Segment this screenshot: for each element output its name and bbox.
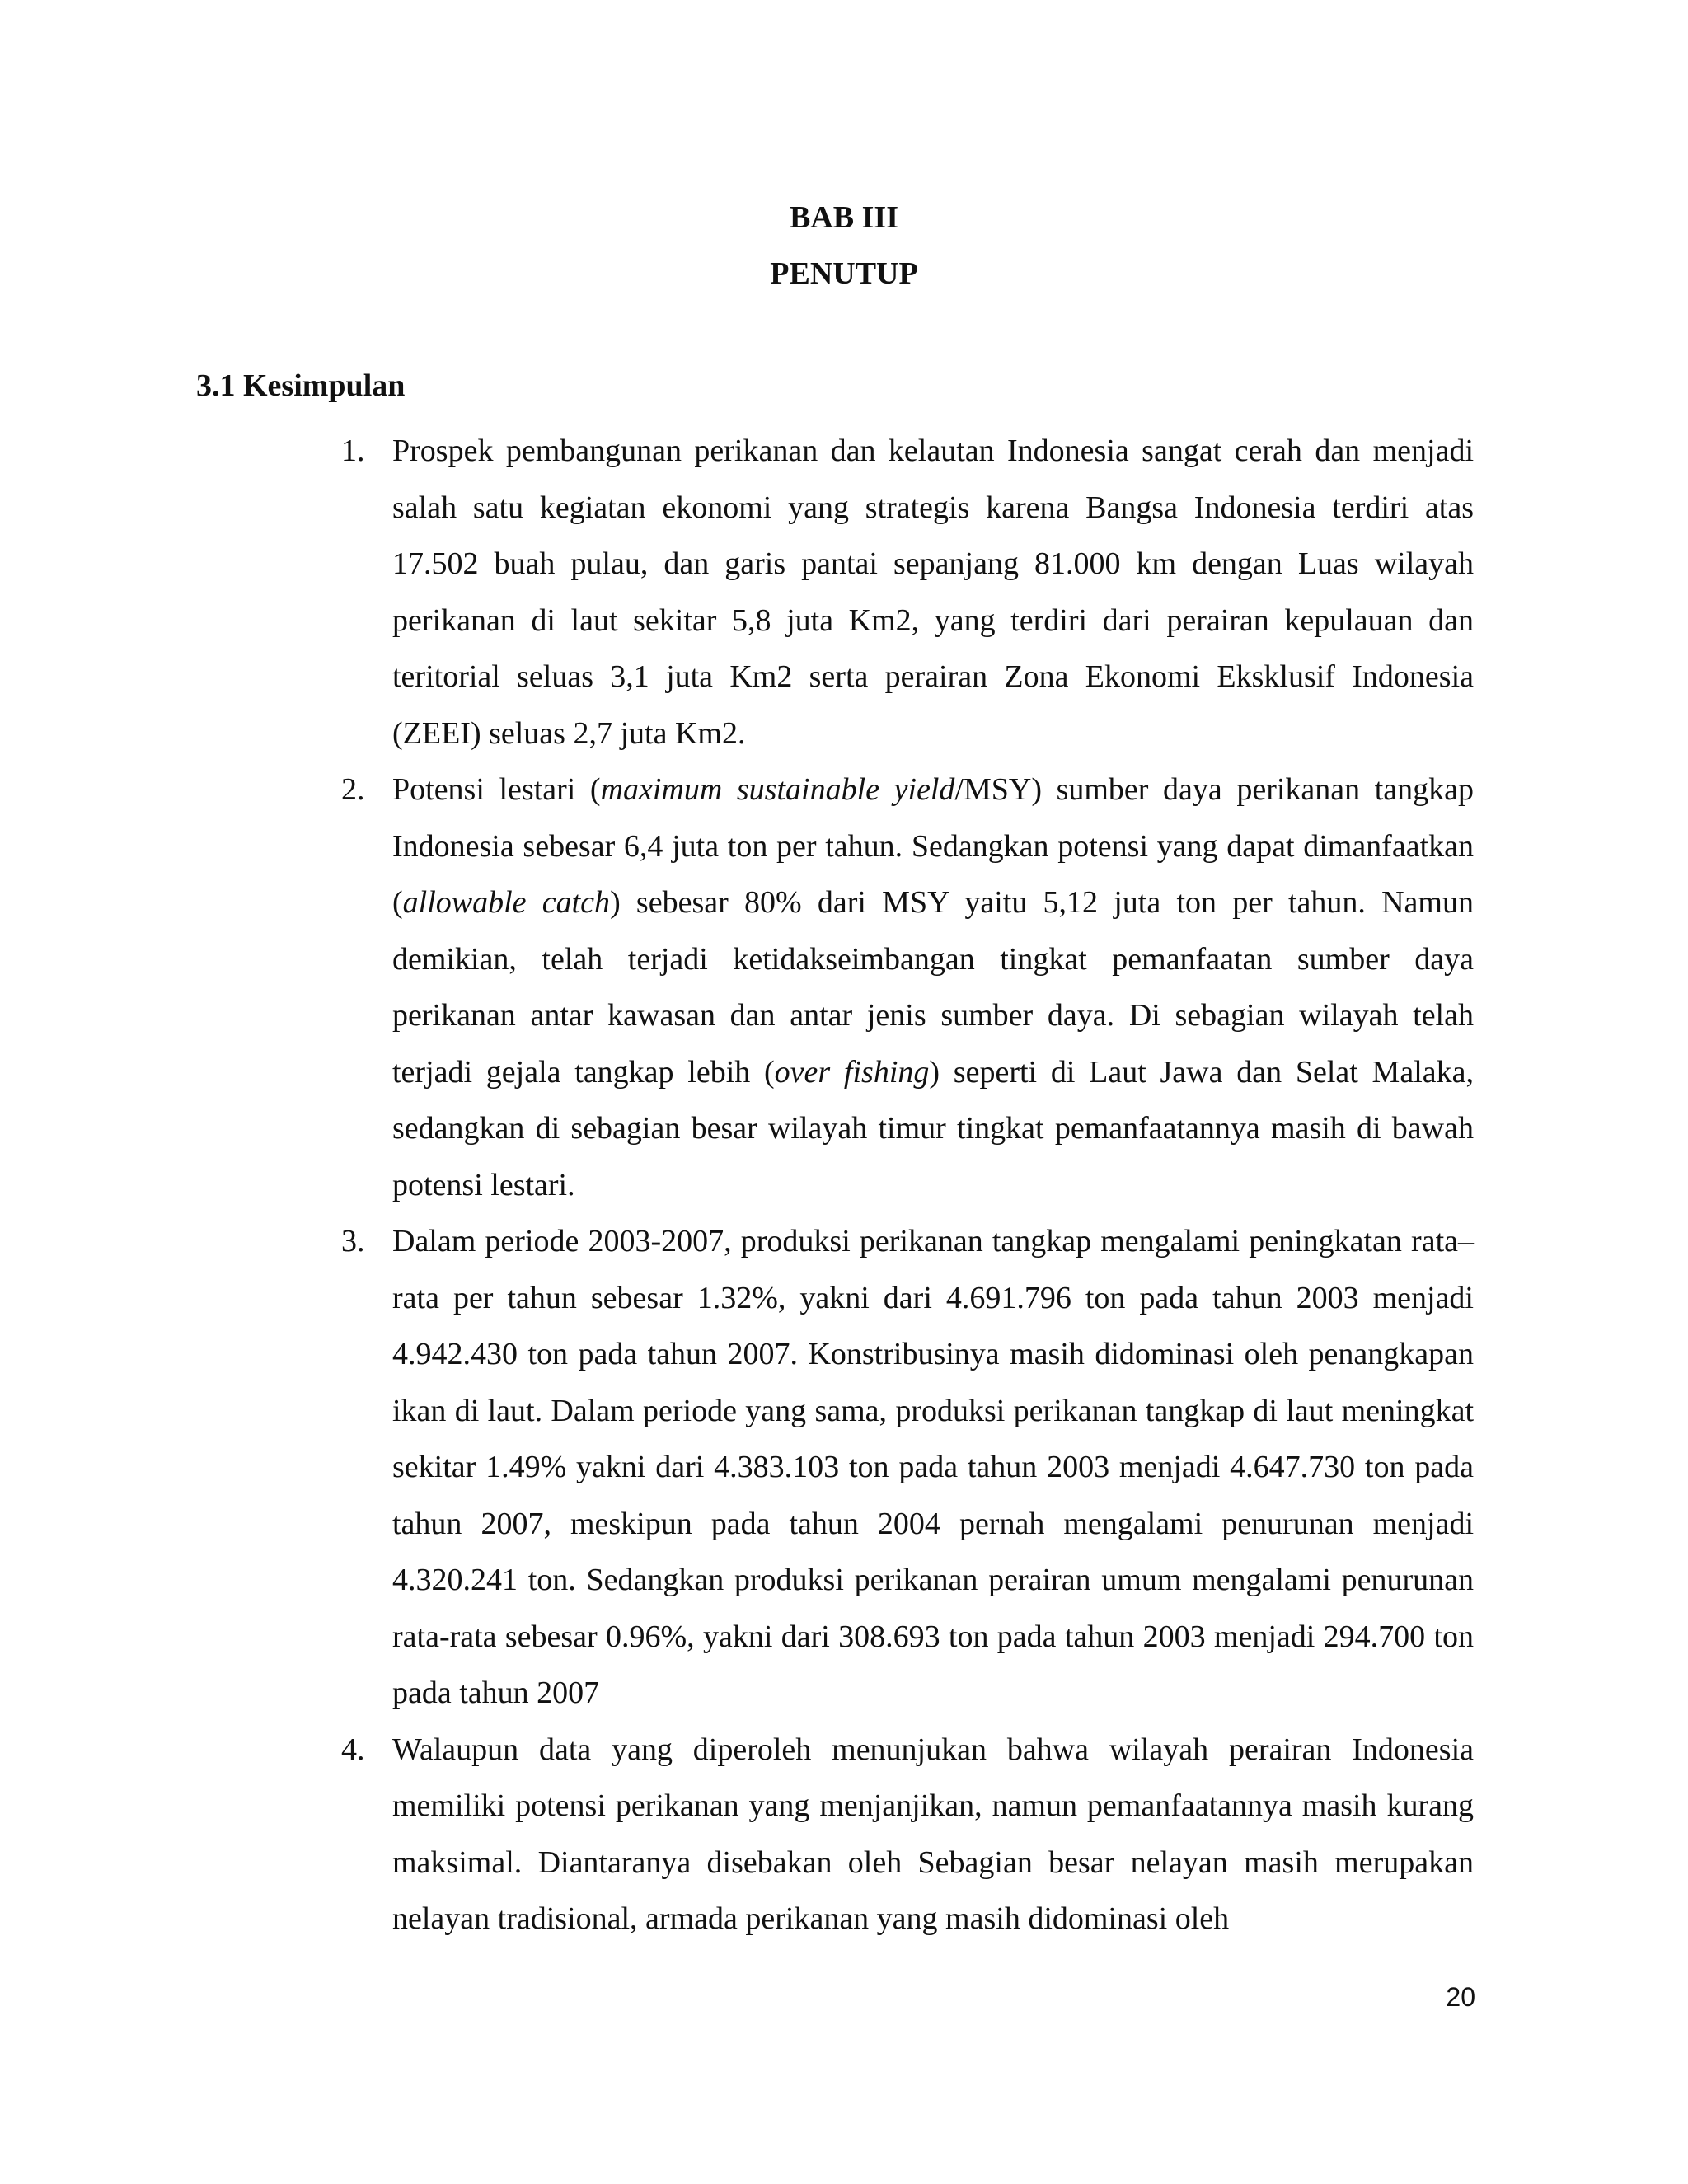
text-run: /MSY) sumber daya perikanan tangkap Indonesia sebesar 6,4 juta ton per tahun. Sedangkan potensi yang dapat dimanfaatkan ( bbox=[392, 772, 1475, 920]
list-item bbox=[196, 1722, 1474, 1947]
text-run: ) seperti di Laut Jawa dan Selat Malaka, sedangkan di sebagian besar wilayah timur tingkat pemanfaatannya masih di bawah potensi lestari. bbox=[392, 1054, 1474, 1202]
list-item-text bbox=[392, 1722, 1474, 1947]
italic-term: allowable catch bbox=[402, 885, 611, 920]
list-item-text bbox=[392, 423, 1474, 762]
text-run: Prospek pembangunan perikanan dan kelautan Indonesia sangat cerah dan menjadi salah satu kegiatan ekonomi yang strategis karena Bangsa Indonesia terdiri atas 17.502 buah pulau, dan garis pantai sepanjang 81.000 km dengan Luas wilayah perikanan di laut sekitar 5,8 juta Km2, yang terdiri dari perairan kepulauan dan teritorial seluas 3,1 juta Km2 serta perairan Zona Ekonomi Eksklusif Indonesia (ZEEI) seluas 2,7 juta Km2. bbox=[392, 434, 1474, 751]
conclusion-list bbox=[196, 423, 1474, 1947]
list-item-number: 3. bbox=[341, 1224, 365, 1258]
list-item-number: 2. bbox=[341, 772, 365, 807]
text-run: Potensi lestari ( bbox=[392, 772, 601, 807]
text-run: Walaupun data yang diperoleh menunjukan bahwa wilayah perairan Indonesia memiliki potensi perikanan yang menjanjikan, namun pemanfaatannya masih kurang maksimal. Diantaranya disebakan oleh Sebagian besar nelayan masih merupakan nelayan tradisional, armada perikanan yang masih didominasi oleh bbox=[392, 1732, 1474, 1936]
chapter-title: PENUTUP bbox=[770, 256, 918, 291]
chapter-number: BAB III bbox=[790, 200, 898, 235]
italic-term: over fishing bbox=[774, 1054, 930, 1090]
list-item-number: 4. bbox=[341, 1732, 365, 1767]
list-item-text bbox=[392, 762, 1474, 1213]
list-item-number: 1. bbox=[341, 434, 365, 468]
list-item bbox=[196, 1213, 1474, 1722]
italic-term: maximum sustainable yield bbox=[600, 772, 955, 807]
list-item bbox=[196, 762, 1474, 1213]
list-item-text bbox=[392, 1213, 1474, 1722]
text-run: ) sebesar 80% dari MSY yaitu 5,12 juta ton per tahun. Namun demikian, telah terjadi ketidakseimbangan tingkat pemanfaatan sumber daya perikanan antar kawasan dan antar jenis sumber daya. Di sebagian wilayah telah terjadi gejala tangkap lebih ( bbox=[392, 885, 1474, 1090]
list-item bbox=[196, 423, 1474, 762]
text-run: Dalam periode 2003-2007, produksi perikanan tangkap mengalami peningkatan rata–rata per tahun sebesar 1.32%, yakni dari 4.691.796 ton pada tahun 2003 menjadi 4.942.430 ton pada tahun 2007. Konstribusinya masih didominasi oleh penangkapan ikan di laut. Dalam periode yang sama, produksi perikanan tangkap di laut meningkat sekitar 1.49% yakni dari 4.383.103 ton pada tahun 2003 menjadi 4.647.730 ton pada tahun 2007, meskipun pada tahun 2004 pernah mengalami penurunan menjadi 4.320.241 ton. Sedangkan produksi perikanan perairan umum mengalami penurunan rata-rata sebesar 0.96%, yakni dari 308.693 ton pada tahun 2003 menjadi 294.700 ton pada tahun 2007 bbox=[392, 1224, 1474, 1710]
section-heading: 3.1 Kesimpulan bbox=[196, 368, 406, 403]
page-number: 20 bbox=[1446, 1982, 1475, 2012]
